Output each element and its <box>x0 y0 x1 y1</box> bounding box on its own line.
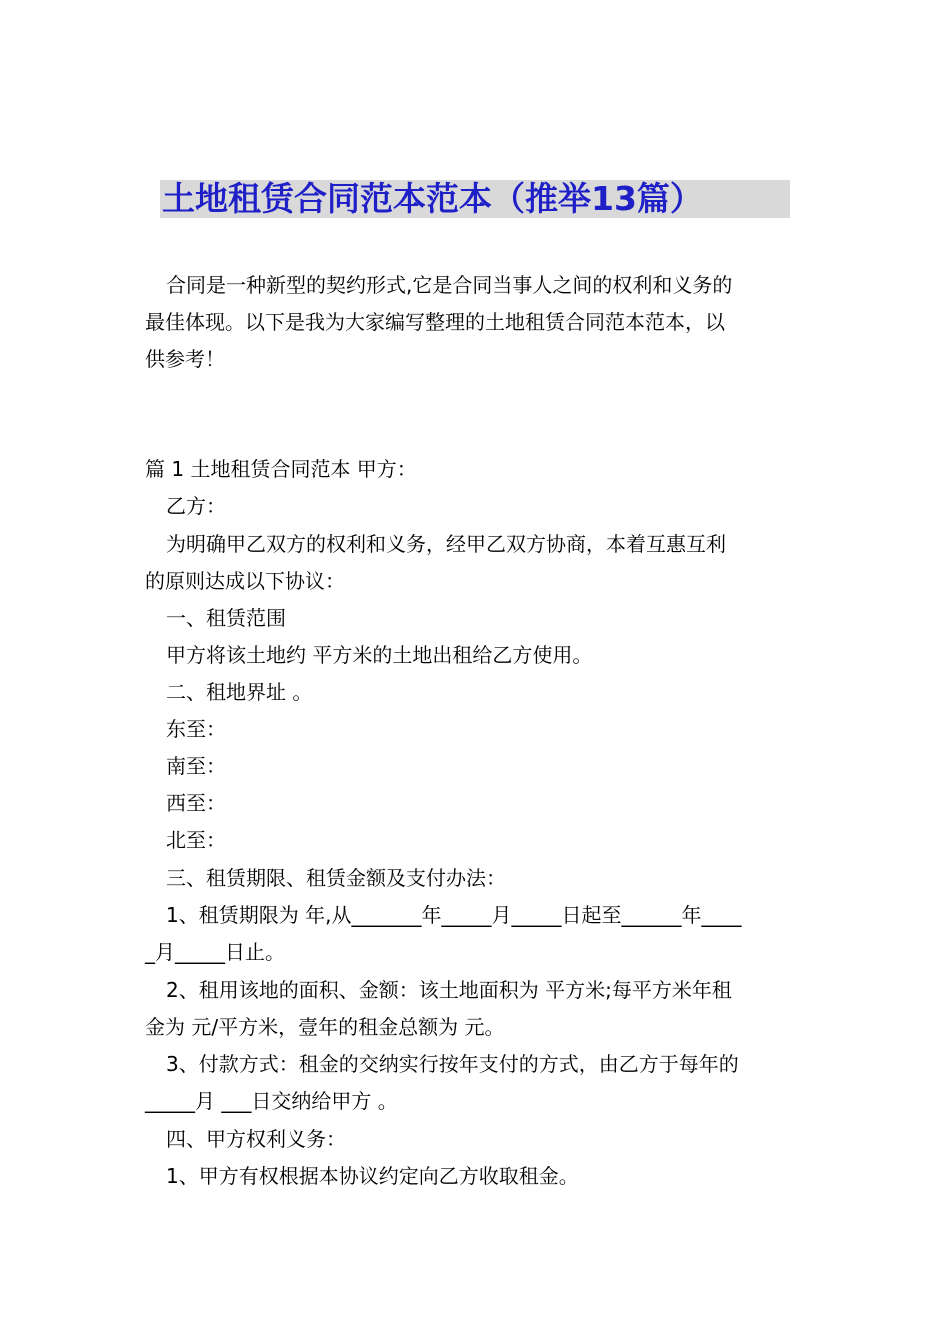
body-line: 1、租赁期限为 年,从_______年_____月_____日起至______年____ <box>166 903 742 927</box>
body-line: 四、甲方权利义务： <box>166 1127 346 1151</box>
body-line: 二、租地界址 。 <box>166 680 313 704</box>
body-line: 的原则达成以下协议： <box>145 569 345 593</box>
section-heading: 篇 1 土地租赁合同范本 甲方： <box>145 457 417 481</box>
body-line: 北至： <box>166 828 226 852</box>
body-line: 1、甲方有权根据本协议约定向乙方收取租金。 <box>166 1164 579 1188</box>
body-line: 为明确甲乙双方的权利和义务，经甲乙双方协商，本着互惠互利 <box>166 532 726 556</box>
page-title: 土地租赁合同范本范本（推举13篇） <box>162 179 703 218</box>
body-line: 乙方： <box>166 494 226 518</box>
body-line: _月_____日止。 <box>145 940 285 964</box>
body-line: 南至： <box>166 754 226 778</box>
intro-line: 合同是一种新型的契约形式,它是合同当事人之间的权利和义务的 <box>166 273 733 297</box>
body-line: 三、租赁期限、租赁金额及支付办法： <box>166 866 506 890</box>
body-line: 3、付款方式：租金的交纳实行按年支付的方式，由乙方于每年的 <box>166 1052 739 1076</box>
body-line: 2、租用该地的面积、金额：该土地面积为 平方米;每平方米年租 <box>166 978 732 1002</box>
intro-line: 供参考！ <box>145 347 225 371</box>
body-line: _____月 ___日交纳给甲方 。 <box>145 1089 398 1113</box>
body-line: 西至： <box>166 791 226 815</box>
body-line: 一、租赁范围 <box>166 606 286 630</box>
body-line: 金为 元/平方米，壹年的租金总额为 元。 <box>145 1015 505 1039</box>
body-line: 甲方将该土地约 平方米的土地出租给乙方使用。 <box>166 643 593 667</box>
intro-line: 最佳体现。以下是我为大家编写整理的土地租赁合同范本范本，以 <box>145 310 725 334</box>
body-line: 东至： <box>166 717 226 741</box>
